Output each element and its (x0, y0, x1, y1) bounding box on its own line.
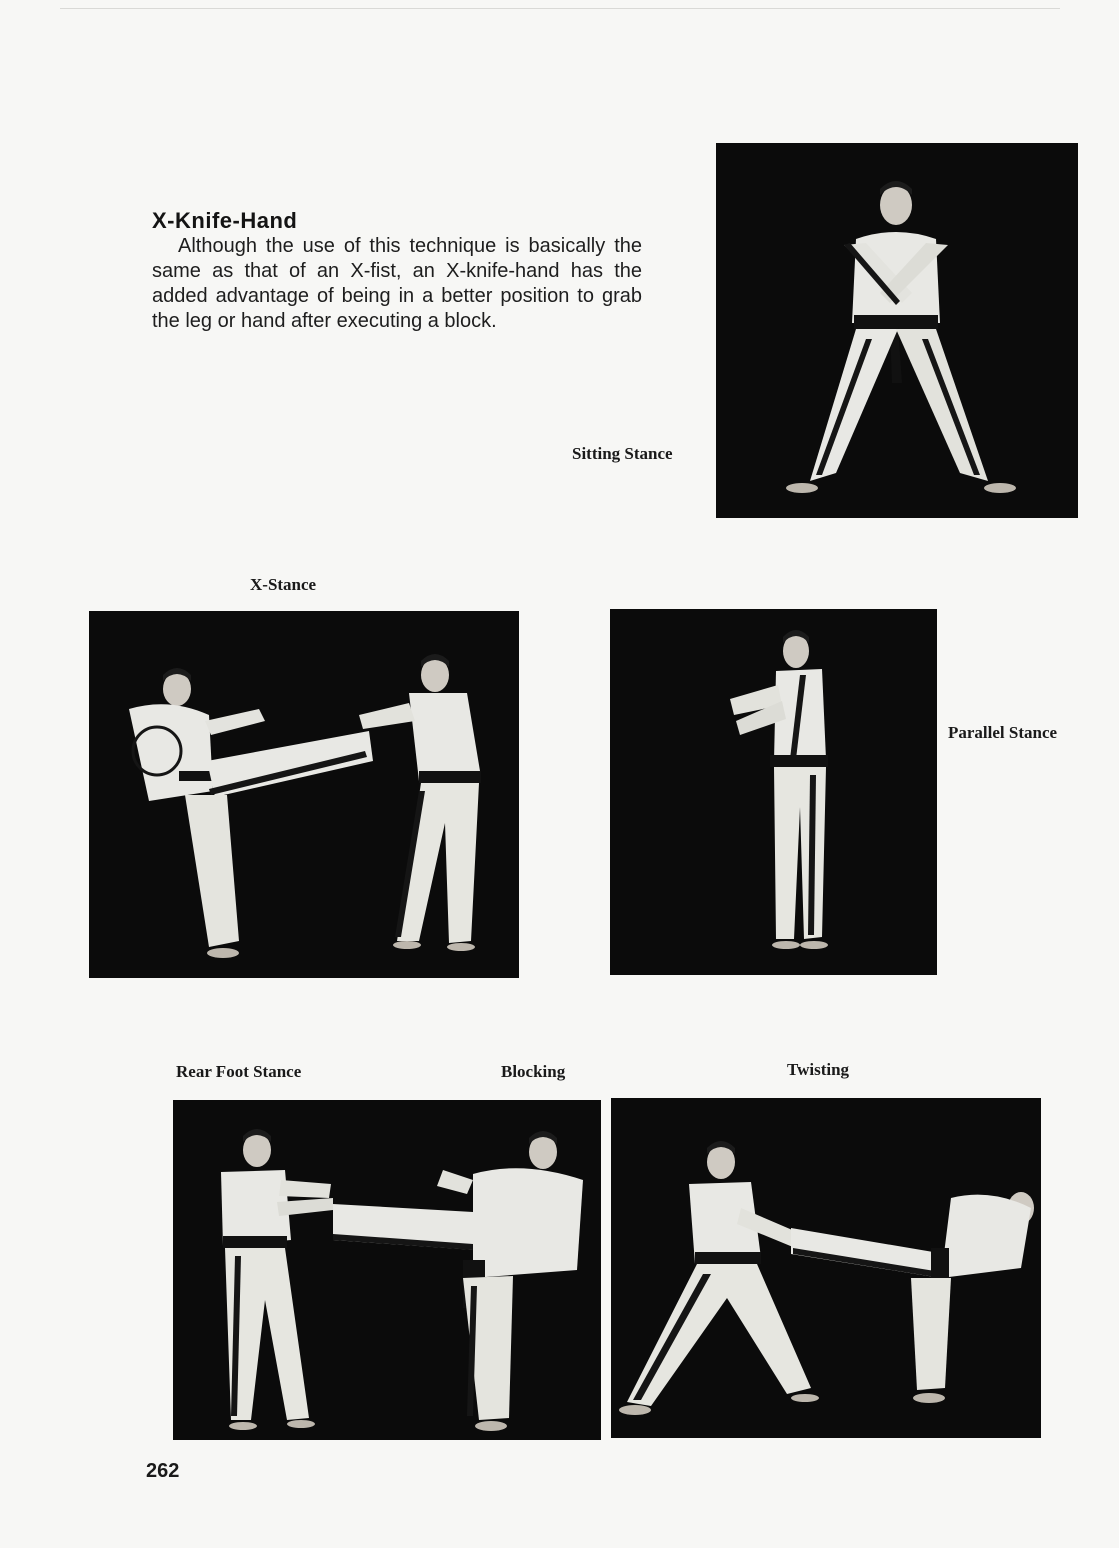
figure-x-stance (89, 611, 519, 978)
figure-blocking (173, 1100, 601, 1440)
caption-parallel-stance: Parallel Stance (948, 723, 1058, 742)
caption-rear-foot-stance: Rear Foot Stance (176, 1062, 302, 1081)
top-rule (60, 8, 1060, 9)
photo-sitting-stance (716, 143, 1078, 518)
photo-x-stance (89, 611, 519, 978)
photo-twisting (611, 1098, 1041, 1438)
figure-twisting (611, 1098, 1041, 1438)
photo-blocking (173, 1100, 601, 1440)
section-body-text: Although the use of this technique is basically the same as that of an X-fist, an X-knife-hand has the added advantage of being in a better position to grab the leg or hand after executing a block. (152, 235, 642, 332)
caption-x-stance: X-Stance (250, 575, 317, 594)
photo-parallel-stance (610, 609, 937, 975)
section-heading: X-Knife-Hand (152, 208, 298, 233)
caption-blocking: Blocking (501, 1062, 566, 1081)
figure-parallel-stance (610, 609, 937, 975)
caption-twisting: Twisting (787, 1060, 850, 1079)
caption-sitting-stance: Sitting Stance (572, 444, 673, 463)
page-number: 262 (146, 1460, 180, 1482)
figure-sitting-stance (716, 143, 1078, 518)
